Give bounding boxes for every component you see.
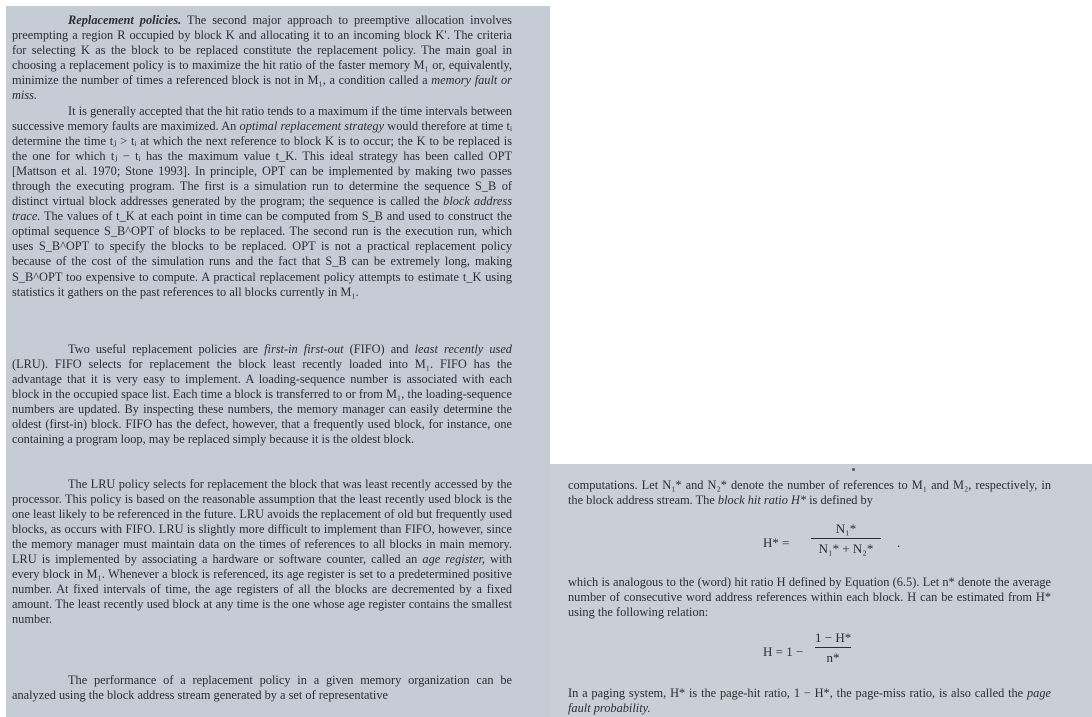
equation-lhs: H* =	[763, 535, 790, 550]
term-memory-fault: memory fault or miss.	[12, 73, 512, 103]
equation-fraction	[815, 630, 851, 665]
term-fifo: first-in first-out	[264, 342, 344, 356]
paragraph-optimal-strategy	[12, 104, 512, 300]
equation-lhs: H = 1 −	[763, 644, 804, 659]
term-age-register: age register,	[422, 552, 485, 567]
paragraph-text: The second major approach to preemptive allocation involves preempting a region R occupied by block K and allocating it to an incoming block K′. The criteria for selecting K as the block to be replaced constitute the replacement policy. The main goal in choosing a replacement policy is to maximize the hit ratio of the faster memory M₁ or, equivalently, minimize the number of times a referenced block is not in M₁, a condition called a	[12, 13, 512, 88]
term-page-fault-probability: page fault probability.	[568, 686, 1051, 716]
section-lead-heading: Replacement policies.	[68, 13, 182, 27]
paragraph-text: The LRU policy selects for replacement the block that was least recently accessed by the processor. This policy is based on the reasonable assumption that the least recently used block is the one least likely to be referenced in the future. LRU avoids the replacement of old but frequently used blocks, as occurs with FIFO. LRU is slightly more difficult to implement than FIFO, however, since the memory manager must maintain data on the times of references to all blocks in main memory. LRU is implemented by associating a hardware or software counter, called an	[12, 477, 512, 567]
fraction-numerator: N₁*	[835, 521, 857, 536]
fraction-numerator: 1 − H*	[815, 630, 852, 645]
paragraph-text: (FIFO) and	[343, 342, 415, 356]
paragraph-block-hit-ratio	[568, 478, 1051, 508]
term-block-address-trace: block address trace.	[12, 194, 512, 224]
paragraph-text: Two useful replacement policies are	[68, 342, 265, 356]
paragraph-text: with every block in M₁. Whenever a block is referenced, its age register is set to a predetermined positive number. At fixed intervals of time, the age registers of all the blocks are decremented by a fixed amount. The least recently used block at any time is the one whose age register contains the smallest number.	[12, 552, 512, 627]
paragraph-text: It is generally accepted that the hit ratio tends to a maximum if the time intervals between successive memory faults are maximized. An	[12, 104, 512, 134]
fraction-bar	[815, 647, 851, 648]
paragraph-text: (LRU). FIFO selects for replacement the block least recently loaded into M₁. FIFO has the advantage that it is very easy to implement. A loading-sequence number is associated with each block in the occupied space list. Each time a block is transferred to or from M₁, the loading-sequence numbers are updated. By inspecting these numbers, the memory manager can easily determine the oldest (first-in) block. FIFO has the defect, however, that a frequently used block, for instance, one containing a program loop, may be replaced simply because it is the oldest block.	[12, 357, 512, 447]
paragraph-replacement-policies	[12, 13, 512, 103]
paragraph-performance: The performance of a replacement policy in a given memory organization can be analyzed using the block address stream generated by a set of representative	[12, 673, 512, 703]
paragraph-fifo-lru	[12, 342, 512, 447]
paragraph-word-hit-ratio: which is analogous to the (word) hit ratio H defined by Equation (6.5). Let n* denote the average number of consecutive word address references within each block. H can be estimated from H* using the following relation:	[568, 575, 1051, 620]
paragraph-text: The values of t_K at each point in time can be computed from S_B and used to construct the optimal sequence S_B^OPT of blocks to be replaced. The second run is the execution run, which uses S_B^OPT to specify the blocks to be replaced. OPT is not a practical replacement policy because of the cost of the simulation runs and the fact that S_B can be extremely long, making S_B^OPT too expensive to compute. A practical replacement policy attempts to estimate t_K using statistics it gathers on the past references to all blocks currently in M₁.	[12, 209, 512, 299]
fraction-denominator: n*	[826, 650, 840, 665]
fraction-denominator: N₁* + N₂*	[818, 541, 874, 556]
paragraph-lru-policy	[12, 477, 512, 627]
left-book-page	[6, 6, 550, 717]
term-lru: least recently used	[414, 342, 512, 356]
paragraph-text: In a paging system, H* is the page-hit ratio, 1 − H*, the page-miss ratio, is also called the	[568, 686, 1027, 700]
equation-fraction	[811, 521, 881, 556]
page-speck	[852, 468, 855, 471]
paragraph-paging-system	[568, 686, 1051, 716]
paragraph-text: is defined by	[806, 493, 873, 508]
fraction-bar	[811, 538, 881, 539]
term-optimal-replacement-strategy: optimal replacement strategy	[239, 119, 385, 134]
right-book-page	[550, 464, 1092, 717]
paragraph-text: would therefore at time tᵢ determine the time tⱼ > tᵢ at which the next reference to block K is to occur; the K to be replaced is the one for which tⱼ − tᵢ has the maximum value t_K. This ideal strategy has been called OPT [Mattson et al. 1970; Stone 1993]. In principle, OPT can be implemented by making two passes through the executing program. The first is a simulation run to determine the sequence S_B of distinct virtual block addresses generated by the program; the sequence is called the	[12, 119, 512, 209]
term-block-hit-ratio: block hit ratio H*	[717, 493, 807, 508]
equation-period: .	[897, 535, 901, 550]
paragraph-text: computations. Let N₁* and N₂* denote the number of references to M₁ and M₂, respectively, in the block address stream. The	[568, 478, 1051, 508]
